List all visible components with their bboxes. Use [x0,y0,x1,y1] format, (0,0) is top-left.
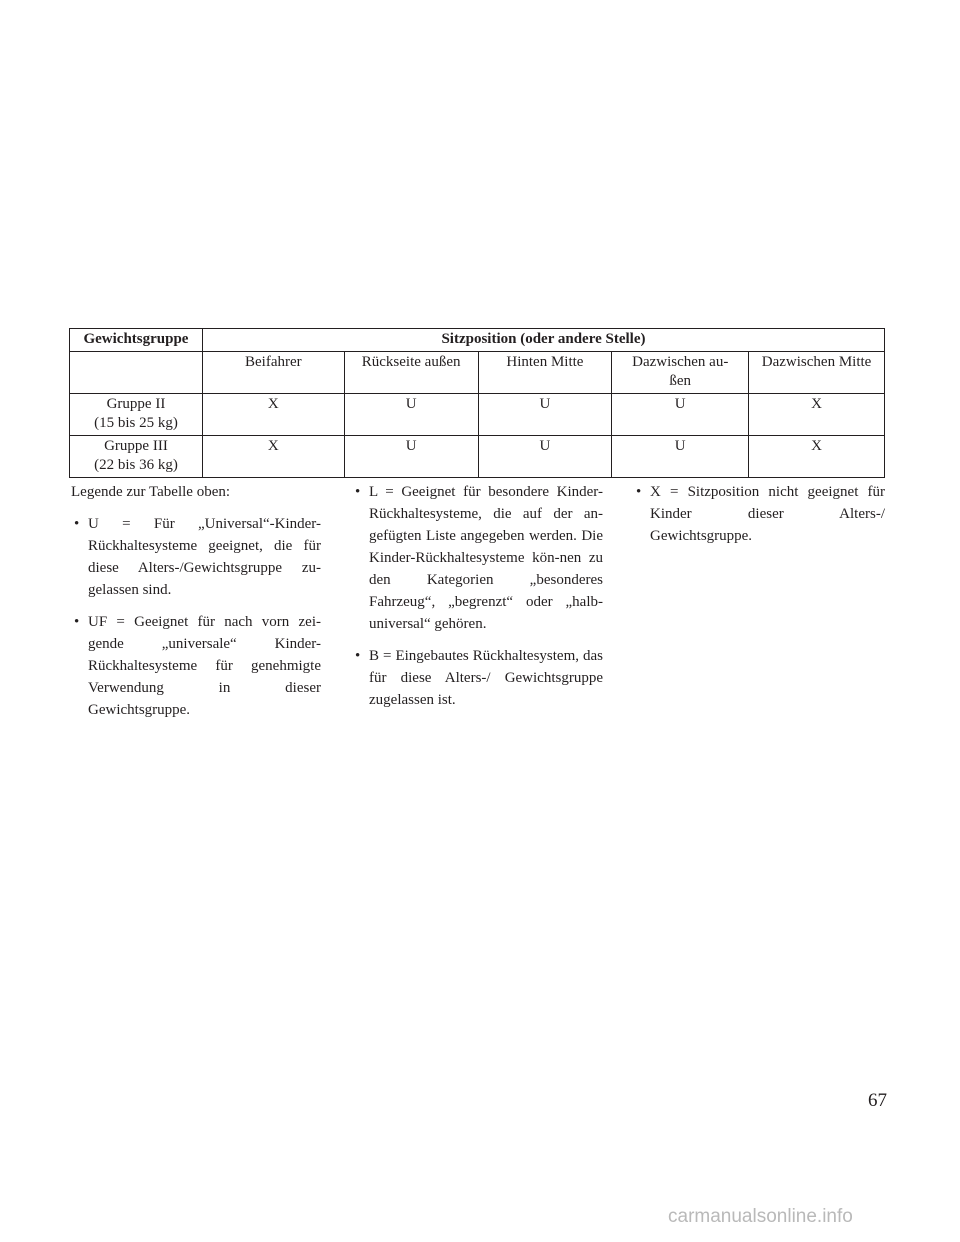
table-cell: U [478,436,612,478]
group-name: Gruppe III [104,438,168,454]
table-row [70,394,885,436]
legend-item-l [352,481,603,635]
page-number: 67 [868,1090,887,1111]
legend-text: X = Sitzposition nicht geeignet für Kinder dieser Alters-/ Gewichtsgruppe. [650,484,885,544]
group-weight: (22 bis 36 kg) [94,457,178,473]
watermark: carmanualsonline.info [668,1206,853,1227]
bullet-icon: • [636,484,642,500]
legend-column-2 [352,481,603,721]
group-name: Gruppe II [106,396,166,412]
column-header: Beifahrer [202,352,344,394]
legend-item-b [352,645,603,711]
group-weight: (15 bis 25 kg) [94,415,178,431]
legend-text: L = Geeignet für besondere Kinder-Rückhaltesysteme, die auf der an-gefügten Liste angegeben werden. Die Kinder-Rückhaltesysteme kön-nen zu den Kategorien „besonderes Fahrzeug“, „begrenzt“ oder „halb-universal“ gehören. [369,484,603,632]
table-cell: X [749,394,885,436]
table-cell: U [344,436,478,478]
bullet-icon: • [74,614,80,630]
table-cell: U [344,394,478,436]
legend-item-x [633,481,885,547]
bullet-icon: • [355,484,361,500]
row-group-cell [70,436,203,478]
bullet-icon: • [355,648,361,664]
legend-text: UF = Geeignet für nach vorn zei-gende „universale“ Kinder-Rückhaltesysteme für genehmigte Verwendung in dieser Gewichtsgruppe. [88,614,321,718]
table-cell: X [749,436,885,478]
legend-text: B = Eingebautes Rückhaltesystem, das für diese Alters-/ Gewichtsgruppe zugelassen ist. [369,648,603,708]
header-weight-group: Gewichtsgruppe [70,329,203,352]
legend-intro: Legende zur Tabelle oben: [71,484,231,500]
column-header: Rückseite außen [344,352,478,394]
table-row [70,436,885,478]
legend-item-uf [71,611,321,721]
table-cell: U [478,394,612,436]
legend-column-3 [633,481,885,557]
table-cell: U [612,394,749,436]
legend-column-1 [71,481,321,731]
column-header: Dazwischen au- ßen [612,352,749,394]
subheader-empty-cell [70,352,203,394]
table-cell: X [202,436,344,478]
bullet-icon: • [74,516,80,532]
header-seat-position: Sitzposition (oder andere Stelle) [202,329,884,352]
table-subheader-row [70,352,885,394]
legend-text: U = Für „Universal“-Kinder-Rückhaltesysteme geeignet, die für diese Alters-/Gewichtsgruppe zu-gelassen sind. [88,516,321,598]
table-cell: U [612,436,749,478]
column-header: Dazwischen Mitte [749,352,885,394]
row-group-cell [70,394,203,436]
child-seat-table [69,328,885,478]
table-header-row [70,329,885,352]
table-cell: X [202,394,344,436]
legend-item-u [71,513,321,601]
column-header: Hinten Mitte [478,352,612,394]
